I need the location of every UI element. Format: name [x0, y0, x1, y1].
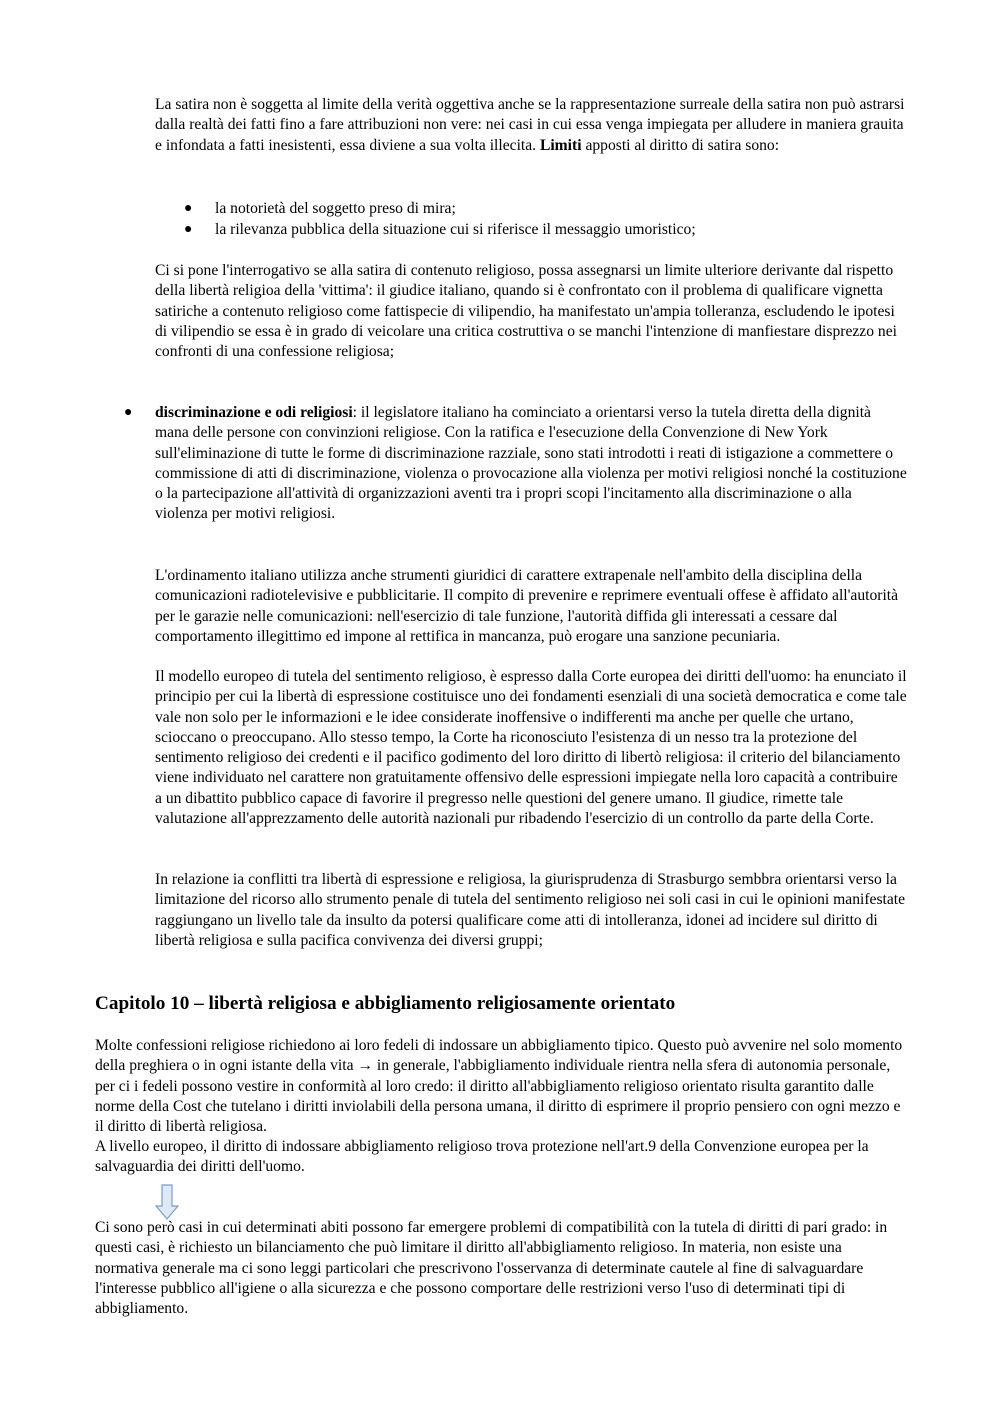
strasburgo-paragraph: In relazione ia conflitti tra libertà di espressione e religiosa, la giurisprudenza di Strasburgo sembbra orientarsi verso la limitazione del ricorso allo strumento penale di tutela del sentimento religioso nei soli casi in cui le opinioni manifestate raggiungano un livello tale da insulto da potersi qualificare come atti di intolleranza, idonei ad incidere sul diritto di libertà religiosa e sulla pacifica convivenza dei diversi gruppi;	[155, 871, 906, 949]
down-arrow-icon	[155, 1184, 179, 1220]
satire-text: La satira non è soggetta al limite della verità oggettiva anche se la rappresentazione surreale della satira non può astrarsi dalla realtà dei fatti fino a fare attribuzioni non vere: nei casi in cui essa venga impiegata per alludere in maniera grauita e infondata a fatti inesistenti, essa diviene a sua volta illecita.	[155, 96, 905, 154]
chapter-paragraph-1: Molte confessioni religiose richiedono ai loro fedeli di indossare un abbigliamento tipico. Questo può avvenire nel solo momento della preghiera o in ogni istante della vita → in generale, l'abbigliamento individuale rientra nella sfera di autonomia personale, per ci i fedeli possono vestire in conformità al loro credo: il diritto all'abbigliamento religioso orientato risulta garantito dalle norme della Cost che tutelano i diritti inviolabili della persona umana, il diritto di esprimere il proprio pensiero con ogni mezzo e il diritto di libertà religiosa.	[95, 1037, 903, 1136]
satire-tail: apposti al diritto di satira sono:	[585, 136, 780, 154]
bullet-icon: ●	[184, 222, 193, 237]
discrimination-bold: discriminazione e odi religiosi	[155, 404, 353, 421]
modello-paragraph: Il modello europeo di tutela del sentimento religioso, è espresso dalla Corte europea dei diritti dell'uomo: ha enunciato il principio per cui la libertà di espressione costituisce uno dei fondamenti esenziali di una società democratica e come tale vale non solo per le informazioni e le idee considerate inoffensive o indifferenti ma anche per quelle che urtano, scioccano o preoccupano. Allo stesso tempo, la Corte ha riconosciuto l'esistenza di un nesso tra la protezione del sentimento religioso dei credenti e il pacifico godimento del loro diritto di libertò religiosa: il criterio del bilanciamento viene individuato nel carattere non gratuitamente offensivo delle espressioni impiegate nella loro capacità a contribuire a un dibattito pubblico capace di favorire il pregresso nelle questioni del genere umano. Il giudice, rimette tale valutazione all'apprezzamento delle autorità nazionali pur ribadendo l'esercizio di un controllo da parte della Corte.	[155, 668, 907, 828]
religious-satire-paragraph: Ci si pone l'interrogativo se alla satira di contenuto religioso, possa assegnarsi un limite ulteriore derivante dal rispetto della libertà religioa della 'vittima': il giudice italiano, quando si è confrontato con il problema di qualificare vignetta satiriche a contenuto religioso come fattispecie di vilipendio, ha manifestato un'ampia tolleranza, escludendo le ipotesi di vilipendio se essa è in grado di veicolare una critica costruttiva o se manchi l'intenzione di manfiestare disprezzo nei confronti di una confessione religiosa;	[155, 262, 897, 361]
chapter-paragraph-3: Ci sono però casi in cui determinati abiti possono far emergere problemi di compatibilità con la tutela di diritti di pari grado: in questi casi, è richiesto un bilanciamento che può limitare il diritto all'abbigliamento religioso. In materia, non esiste una normativa generale ma ci sono leggi particolari che prescrivono l'osservanza di determinate cautele al fine di salvaguardare l'interesse pubblico all'igiene o alla sicurezza e che possono comportare delle restrizioni verso l'uso di determinati tipi di abbigliamento.	[95, 1219, 888, 1318]
ordinamento-paragraph: L'ordinamento italiano utilizza anche strumenti giuridici di carattere extrapenale nell'ambito della disciplina della comunicazioni radiotelevisive e pubblicitarie. Il compito di prevenire e reprimere eventuali offese è affidato all'autorità per le garazie nelle comunicazioni: nell'esercizio di tale funzione, l'autorità diffida gli interessati a cessare dal comportamento illegittimo ed impone al rettifica in mancanza, può erogare una sanzione pecuniaria.	[155, 567, 899, 645]
discrimination-text: : il legislatore italiano ha cominciato a orientarsi verso la tutela diretta della dignità mana delle persone con convinzioni religiose. Con la ratifica e l'esecuzione della Convenzione di New York sull'eliminazione di tutte le forme di discriminazione razziale, sono stati introdotti i reati di istigazione a commettere o commissione di atti di discriminazione, violenza o provocazione alla violenza per motivi religiosi nonché la costituzione o la partecipazione all'attività di organizzazioni aventi tra i propri scopi l'incitamento alla discriminazione o alla violenza per motivi religiosi.	[155, 404, 907, 523]
bullet-icon: ●	[184, 201, 193, 216]
limit-item: la notorietà del soggetto preso di mira;	[215, 200, 456, 217]
chapter-title: Capitolo 10 – libertà religiosa e abbigliamento religiosamente orientato	[95, 993, 676, 1014]
chapter-paragraph-2: A livello europeo, il diritto di indossare abbigliamento religioso trova protezione nell'art.9 della Convenzione europea per la salvaguardia dei diritti dell'uomo.	[95, 1138, 869, 1176]
limit-item: la rilevanza pubblica della situazione cui si riferisce il messaggio umoristico;	[215, 221, 696, 238]
bullet-icon: ●	[124, 405, 133, 420]
satire-paragraph	[155, 95, 907, 156]
limits-bold: Limiti	[539, 136, 582, 154]
discrimination-paragraph	[155, 403, 907, 525]
